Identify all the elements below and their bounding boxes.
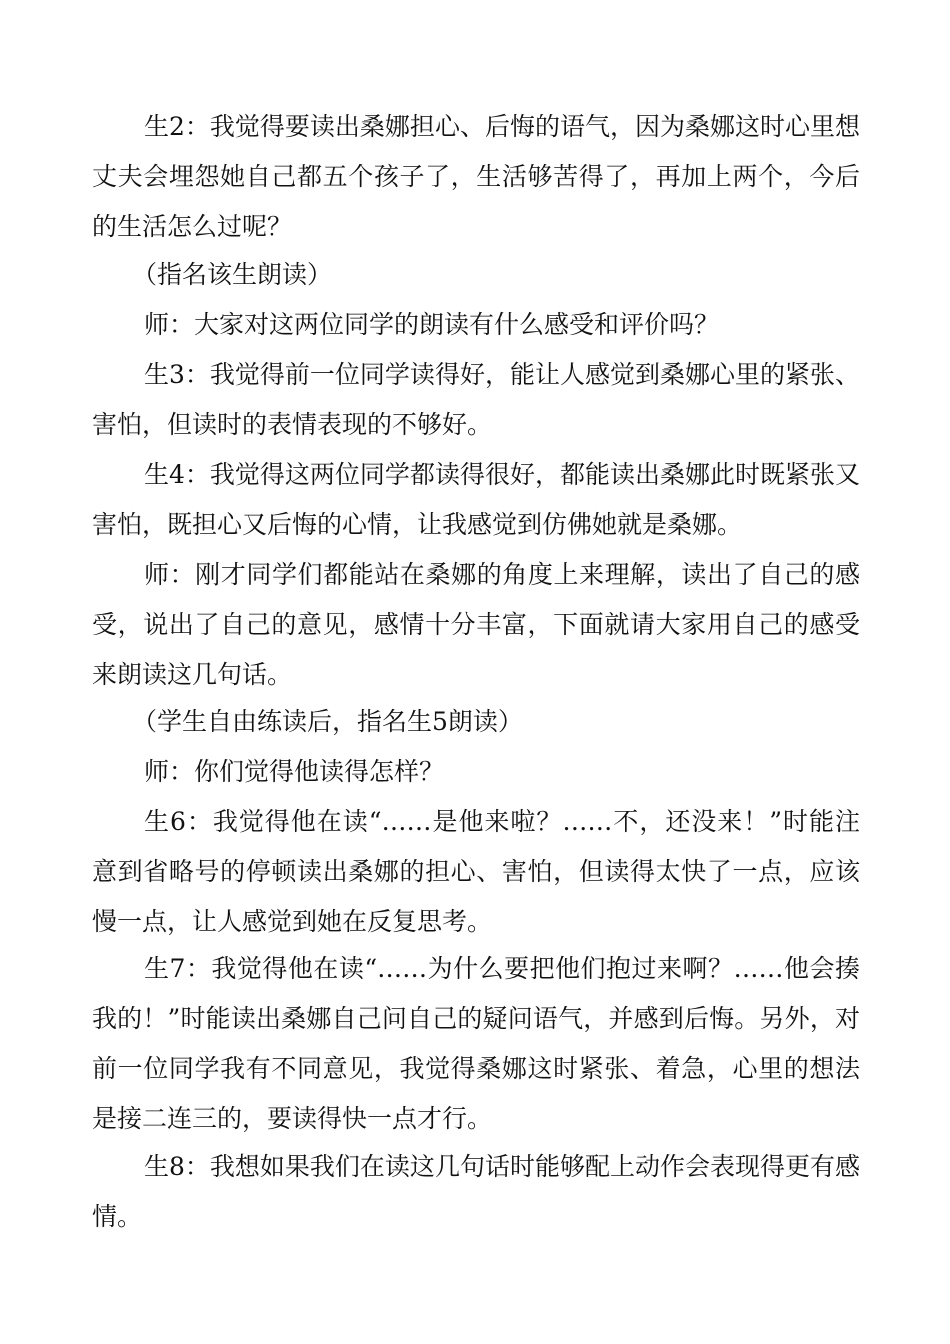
paragraph-student-8: 生8：我想如果我们在读这几句话时能够配上动作会表现得更有感情。 <box>92 1152 860 1231</box>
paragraph-note-free-practice: （学生自由练读后，指名生5朗读） <box>132 707 523 736</box>
paragraph-teacher-comment: 师：刚才同学们都能站在桑娜的角度上来理解，读出了自己的感受，说出了自己的意见，感情十分丰富，下面就请大家用自己的感受来朗读这几句话。 <box>92 560 860 689</box>
paragraph-teacher-ask: 师：你们觉得他读得怎样？ <box>144 757 445 786</box>
paragraph-teacher-question: 师：大家对这两位同学的朗读有什么感受和评价吗？ <box>144 310 720 339</box>
paragraph-student-6: 生6：我觉得他在读“……是他来啦？……不，还没来！”时能注意到省略号的停顿读出桑娜的担心、害怕，但读得太快了一点，应该慢一点，让人感觉到她在反复思考。 <box>92 807 860 936</box>
paragraph-student-2: 生2：我觉得要读出桑娜担心、后悔的语气，因为桑娜这时心里想丈夫会埋怨她自己都五个孩子了，生活够苦得了，再加上两个，今后的生活怎么过呢？ <box>92 112 860 241</box>
paragraph-note-designate-reader: （指名该生朗读） <box>132 260 333 289</box>
paragraph-student-7: 生7：我觉得他在读“……为什么要把他们抱过来啊？……他会揍我的！”时能读出桑娜自己问自己的疑问语气，并感到后悔。另外，对前一位同学我有不同意见，我觉得桑娜这时紧张、着急，心里的想法是接二连三的，要读得快一点才行。 <box>92 954 860 1133</box>
paragraph-student-4: 生4：我觉得这两位同学都读得很好，都能读出桑娜此时既紧张又害怕，既担心又后悔的心情，让我感觉到仿佛她就是桑娜。 <box>92 460 860 539</box>
paragraph-student-3: 生3：我觉得前一位同学读得好，能让人感觉到桑娜心里的紧张、害怕，但读时的表情表现的不够好。 <box>92 360 860 439</box>
